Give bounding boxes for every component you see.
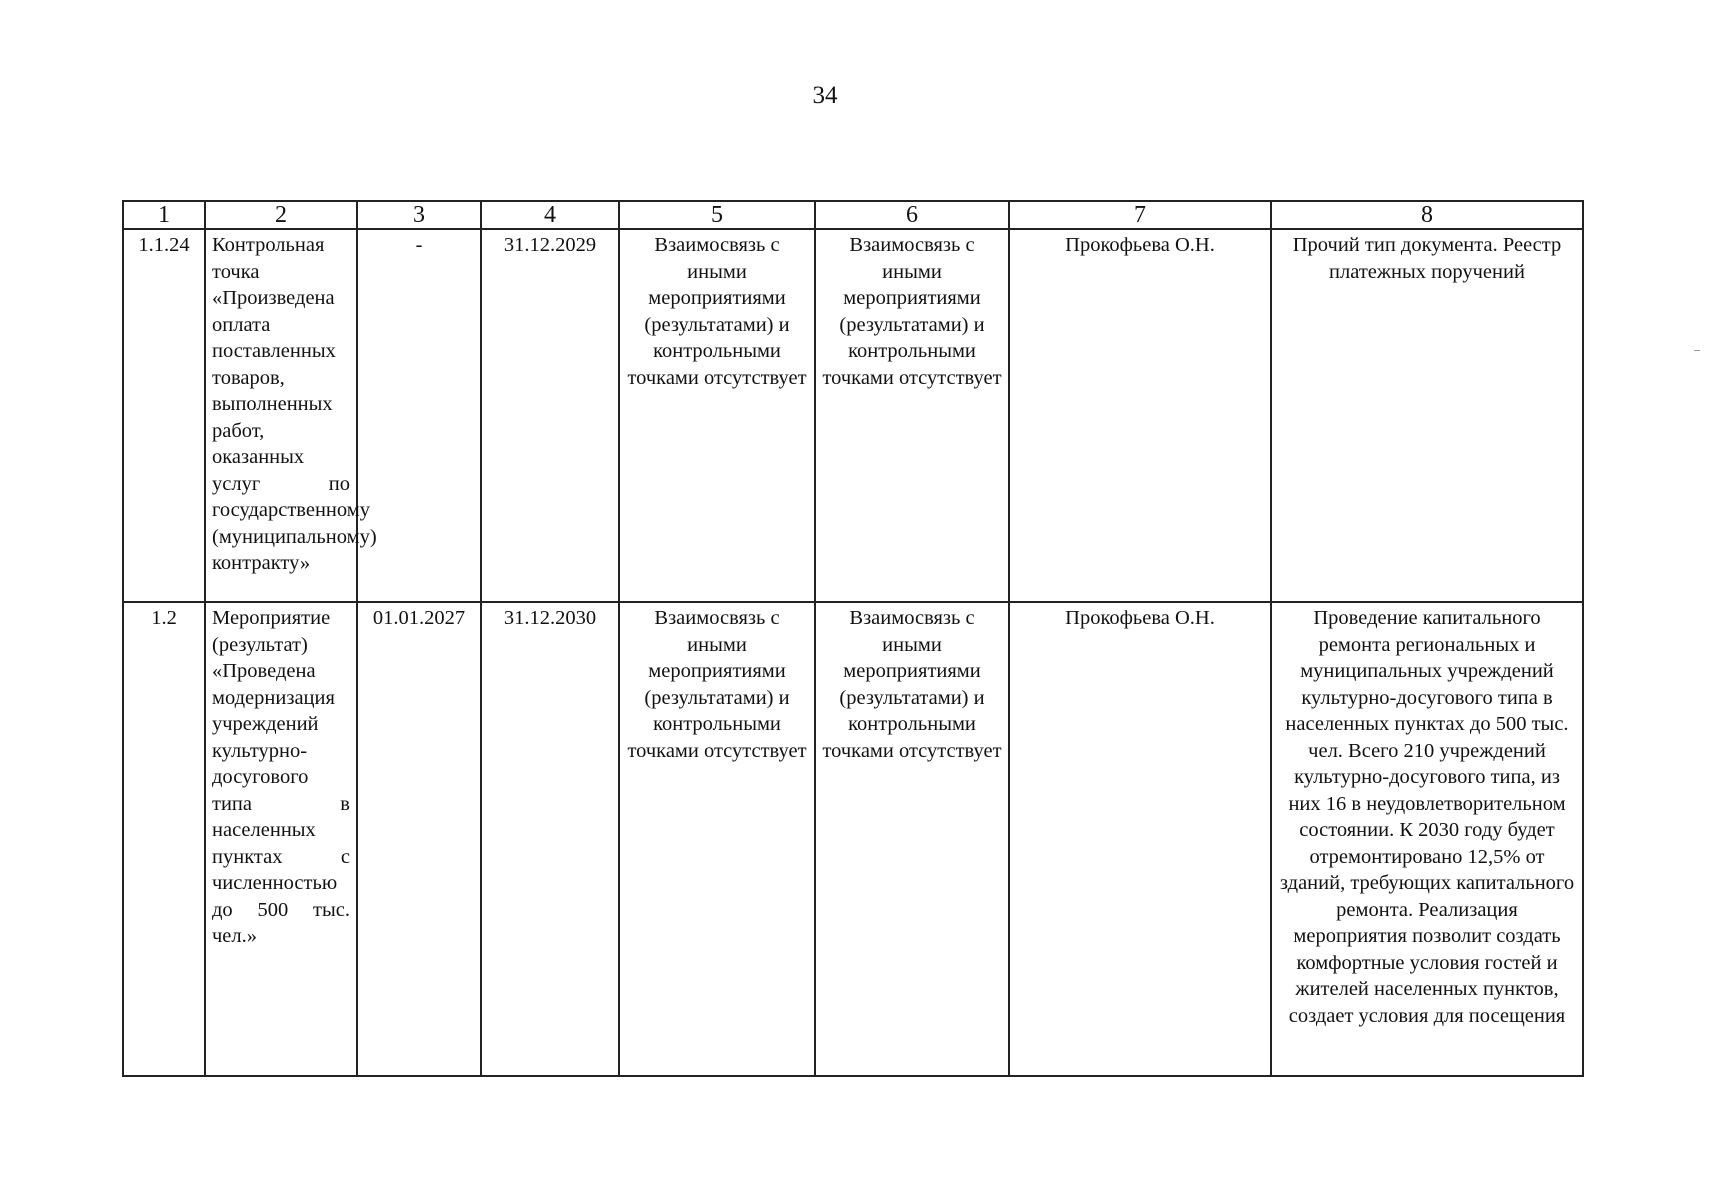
responsible-person: Прокофьева О.Н. [1009, 602, 1271, 1076]
header-row [123, 201, 1583, 229]
relation-cell-6: Взаимосвязь с иными мероприятиями (результатами) и контрольными точками отсутствует [815, 229, 1009, 602]
header-cell-8: 8 [1271, 201, 1583, 229]
plan-table [122, 200, 1584, 1077]
table-row [123, 602, 1583, 1076]
end-date: 31.12.2029 [481, 229, 619, 602]
header-cell-2: 2 [205, 201, 357, 229]
start-date: 01.01.2027 [357, 602, 481, 1076]
relation-cell-5: Взаимосвязь с иными мероприятиями (результатами) и контрольными точками отсутствует [619, 602, 815, 1076]
page-number: 34 [812, 82, 838, 109]
table-row [123, 229, 1583, 602]
header-cell-4: 4 [481, 201, 619, 229]
relation-cell-6: Взаимосвязь с иными мероприятиями (результатами) и контрольными точками отсутствует [815, 602, 1009, 1076]
item-name: Контрольная точка «Произведена оплата поставленных товаров, выполненных работ, оказанных услуг по государственному (муниципальному) контракту» [205, 229, 357, 602]
end-date: 31.12.2030 [481, 602, 619, 1076]
start-date: - [357, 229, 481, 602]
header-cell-3: 3 [357, 201, 481, 229]
header-cell-5: 5 [619, 201, 815, 229]
row-number: 1.1.24 [123, 229, 205, 602]
row-number: 1.2 [123, 602, 205, 1076]
header-cell-1: 1 [123, 201, 205, 229]
header-cell-7: 7 [1009, 201, 1271, 229]
scan-mark [1694, 350, 1700, 351]
document-description: Прочий тип документа. Реестр платежных поручений [1271, 229, 1583, 602]
responsible-person: Прокофьева О.Н. [1009, 229, 1271, 602]
header-cell-6: 6 [815, 201, 1009, 229]
relation-cell-5: Взаимосвязь с иными мероприятиями (результатами) и контрольными точками отсутствует [619, 229, 815, 602]
document-description: Проведение капитального ремонта региональных и муниципальных учреждений культурно-досугового типа в населенных пунктах до 500 тыс. чел. Всего 210 учреждений культурно-досугового типа, из них 16 в неудовлетворительном состоянии. К 2030 году будет отремонтировано 12,5% от зданий, требующих капитального ремонта. Реализация мероприятия позволит создать комфортные условия гостей и жителей населенных пунктов, создает условия для посещения [1271, 602, 1583, 1076]
item-name: Мероприятие (результат) «Проведена модернизация учреждений культурно-досугового типа в населенных пунктах с численностью до 500 тыс. чел.» [205, 602, 357, 1076]
